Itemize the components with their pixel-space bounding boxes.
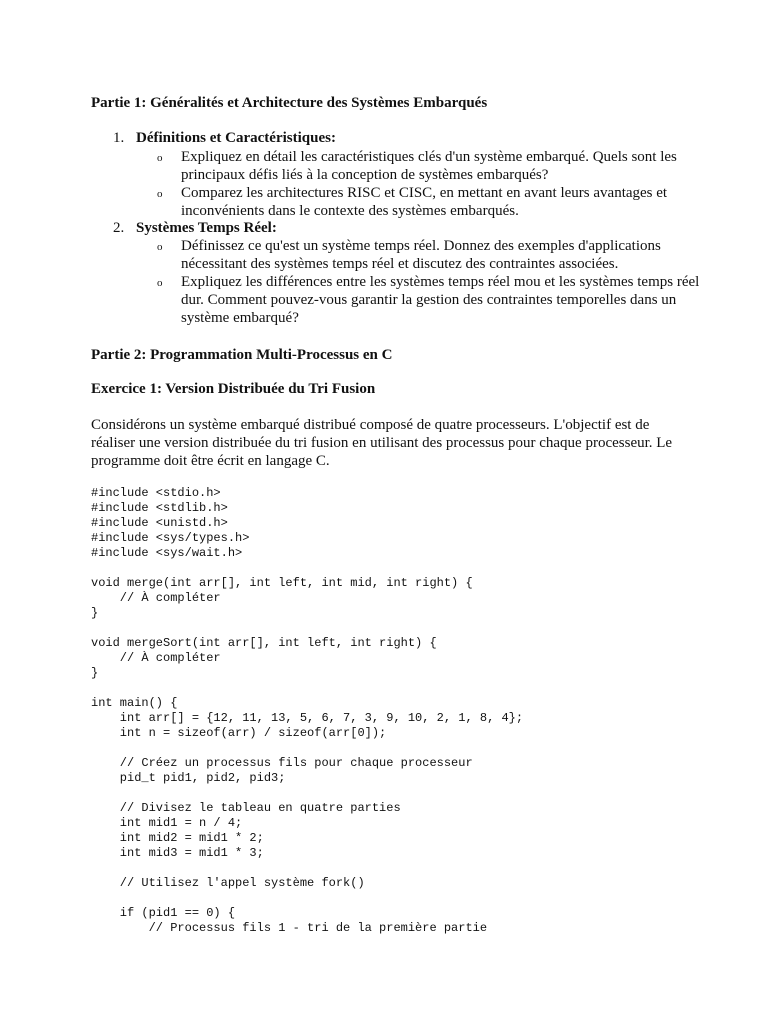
bullet-marker: o bbox=[157, 277, 163, 289]
section-1-bullet-2: Comparez les architectures RISC et CISC, en mettant en avant leurs avantages et inconvénients dans le contexte des systèmes embarqués. bbox=[181, 185, 668, 219]
part1-title: Partie 1: Généralités et Architecture des Systèmes Embarqués bbox=[91, 95, 488, 111]
section-1-number: 1. bbox=[113, 130, 125, 146]
bullet-marker: o bbox=[157, 241, 163, 253]
section-2-bullet-2: Expliquez les différences entre les systèmes temps réel mou et les systèmes temps réel dur. Comment pouvez-vous garantir la gestion des contraintes temporelles dans un système embarqué? bbox=[181, 274, 700, 326]
section-2-bullet-1: Définissez ce qu'est un système temps réel. Donnez des exemples d'applications nécessitant des systèmes temps réel et discutez des contraintes associées. bbox=[181, 238, 661, 272]
bullet-marker: o bbox=[157, 152, 163, 164]
exercise-title: Exercice 1: Version Distribuée du Tri Fusion bbox=[91, 381, 376, 397]
section-2-heading: Systèmes Temps Réel: bbox=[136, 220, 277, 236]
section-1-bullet-1: Expliquez en détail les caractéristiques clés d'un système embarqué. Quels sont les principaux défis liés à la conception de systèmes embarqués? bbox=[181, 149, 677, 183]
section-1-heading: Définitions et Caractéristiques: bbox=[136, 130, 336, 146]
section-2-number: 2. bbox=[113, 220, 125, 236]
exercise-intro: Considérons un système embarqué distribué composé de quatre processeurs. L'objectif est de réaliser une version distribuée du tri fusion en utilisant des processus pour chaque processeur. Le programme doit être écrit en langage C. bbox=[91, 417, 673, 469]
code-listing: #include <stdio.h> #include <stdlib.h> #include <unistd.h> #include <sys/types.h> #include <sys/wait.h> void merge(int arr[], int left, int mid, int right) { // À compléter } void mergeSort(int arr[], int left, int right) { // À compléter } int main() { int arr[] = {12, 11, 13, 5, 6, 7, 3, 9, 10, 2, 1, 8, 4}; int n = sizeof(arr) / sizeof(arr[0]); // Créez un processus fils pour chaque processeur pid_t pid1, pid2, pid3; // Divisez le tableau en quatre parties int mid1 = n / 4; int mid2 = mid1 * 2; int mid3 = mid1 * 3; // Utilisez l'appel système fork() if (pid1 == 0) { // Processus fils 1 - tri de la première partie bbox=[91, 486, 524, 935]
bullet-marker: o bbox=[157, 188, 163, 200]
part2-title: Partie 2: Programmation Multi-Processus en C bbox=[91, 347, 393, 363]
